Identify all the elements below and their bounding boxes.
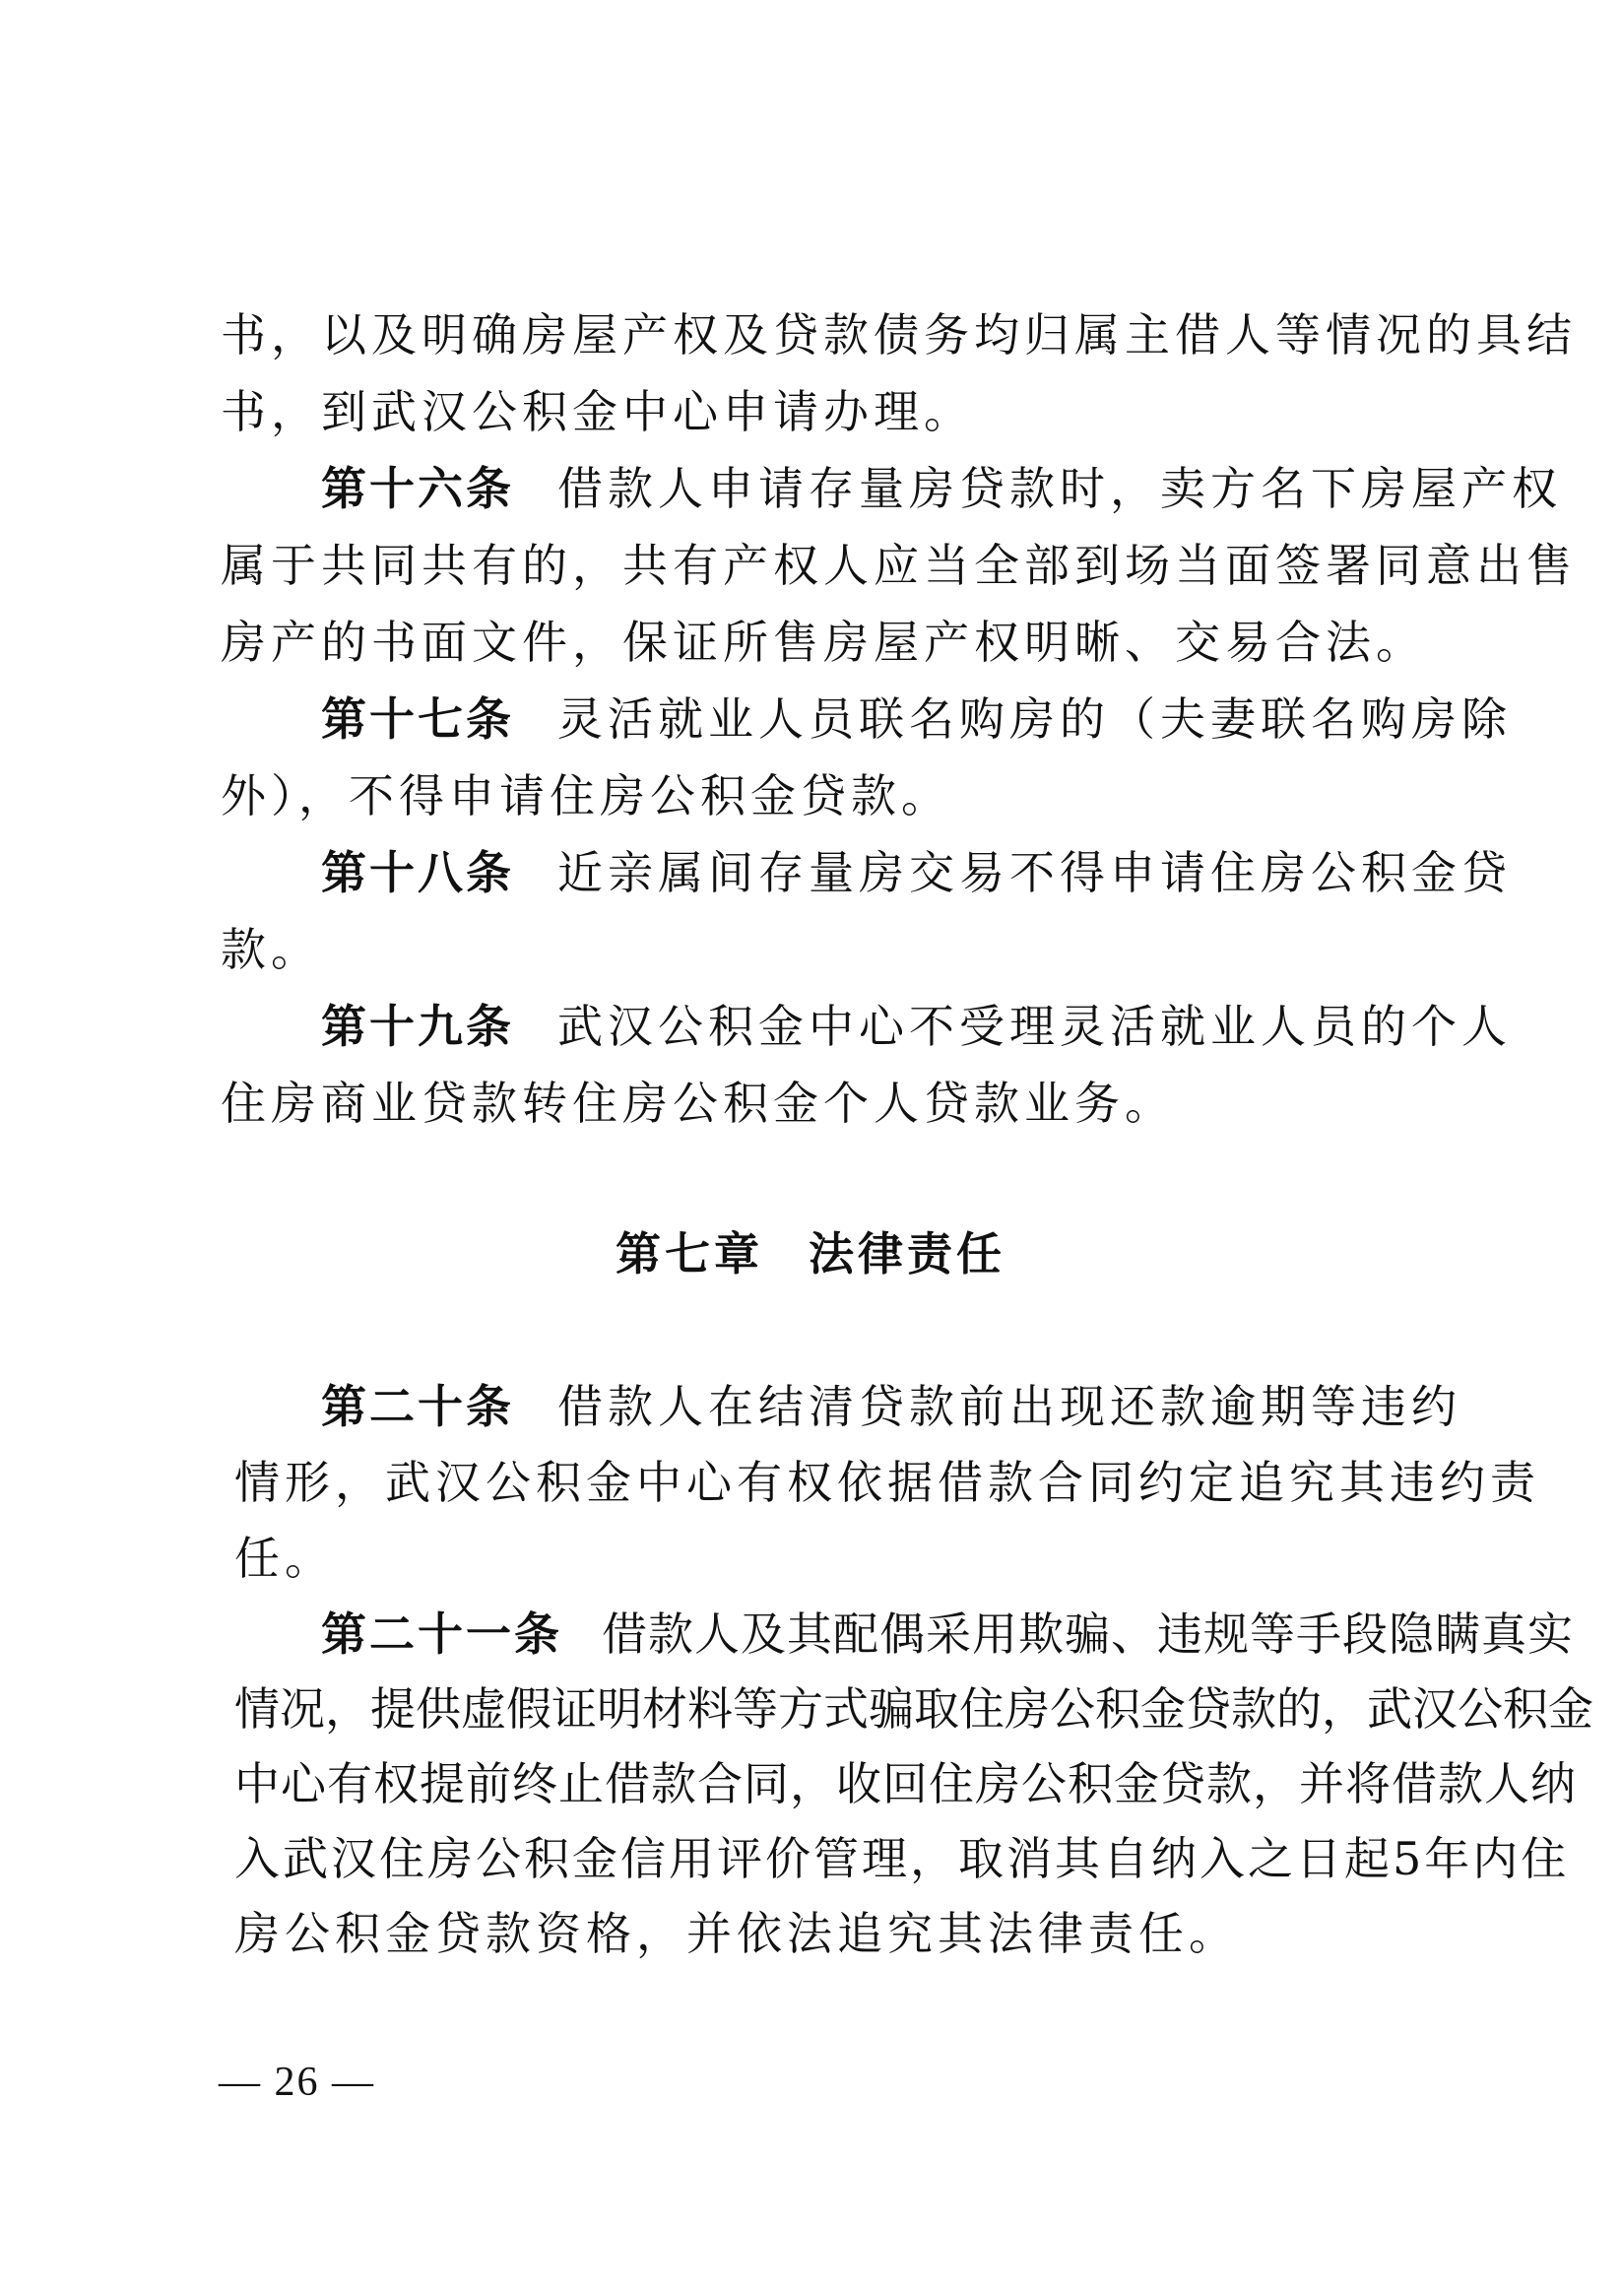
- text-line: 书，到武汉公积金中心申请办理。: [221, 385, 974, 438]
- page-number: — 26 —: [219, 2060, 375, 2105]
- text-line: 外），不得申请住房公积金贷款。: [221, 769, 951, 822]
- chapter-title: 法律责任: [809, 1227, 1005, 1280]
- article-21-title: 第二十一条: [321, 1607, 562, 1661]
- text-line: 情形，武汉公积金中心有权依据借款合同约定追究其违约责: [234, 1456, 1540, 1509]
- chapter-number: 第七章: [616, 1227, 763, 1280]
- article-18-first-line: [321, 838, 1512, 907]
- article-19-first-line: [321, 992, 1512, 1061]
- text-line: 中心有权提前终止借款合同，收回住房公积金贷款，并将借款人纳: [234, 1757, 1577, 1810]
- text-line: 灵活就业人员联名购房的（夫妻联名购房除: [557, 692, 1512, 746]
- text-line: 书，以及明确房屋产权及贷款债务均归属主借人等情况的具结: [221, 308, 1577, 361]
- article-17-first-line: [321, 685, 1512, 754]
- text-line: 武汉公积金中心不受理灵活就业人员的个人: [557, 1000, 1512, 1053]
- text-line: 借款人申请存量房贷款时，卖方名下房屋产权: [557, 462, 1562, 515]
- text-line: 任。: [234, 1532, 335, 1585]
- article-17-title: 第十七条: [321, 692, 514, 746]
- chapter-heading: [0, 1219, 1621, 1288]
- article-20-first-line: [321, 1372, 1461, 1441]
- text-line: 借款人在结清贷款前出现还款逾期等违约: [557, 1380, 1461, 1433]
- article-19-title: 第十九条: [321, 1000, 514, 1053]
- text-line: 房产的书面文件，保证所售房屋产权明晰、交易合法。: [221, 616, 1426, 669]
- text-line: 款。: [221, 923, 321, 976]
- text-line: 借款人及其配偶采用欺骗、违规等手段隐瞒真实: [602, 1607, 1574, 1661]
- text-line: 近亲属间存量房交易不得申请住房公积金贷: [557, 846, 1512, 899]
- text-line: 入武汉住房公积金信用评价管理，取消其自纳入之日起5年内住: [234, 1832, 1570, 1885]
- article-20-title: 第二十条: [321, 1380, 514, 1433]
- article-18-title: 第十八条: [321, 846, 514, 899]
- text-line: 属于共同共有的，共有产权人应当全部到场当面签署同意出售: [221, 539, 1577, 592]
- text-line: 情况，提供虚假证明材料等方式骗取住房公积金贷款的，武汉公积金: [234, 1682, 1593, 1736]
- article-16-title: 第十六条: [321, 462, 514, 515]
- article-16-first-line: [321, 454, 1562, 523]
- text-line: 住房商业贷款转住房公积金个人贷款业务。: [221, 1077, 1175, 1130]
- article-21-first-line: [321, 1600, 1574, 1669]
- text-line: 房公积金贷款资格，并依法追究其法律责任。: [234, 1907, 1239, 1960]
